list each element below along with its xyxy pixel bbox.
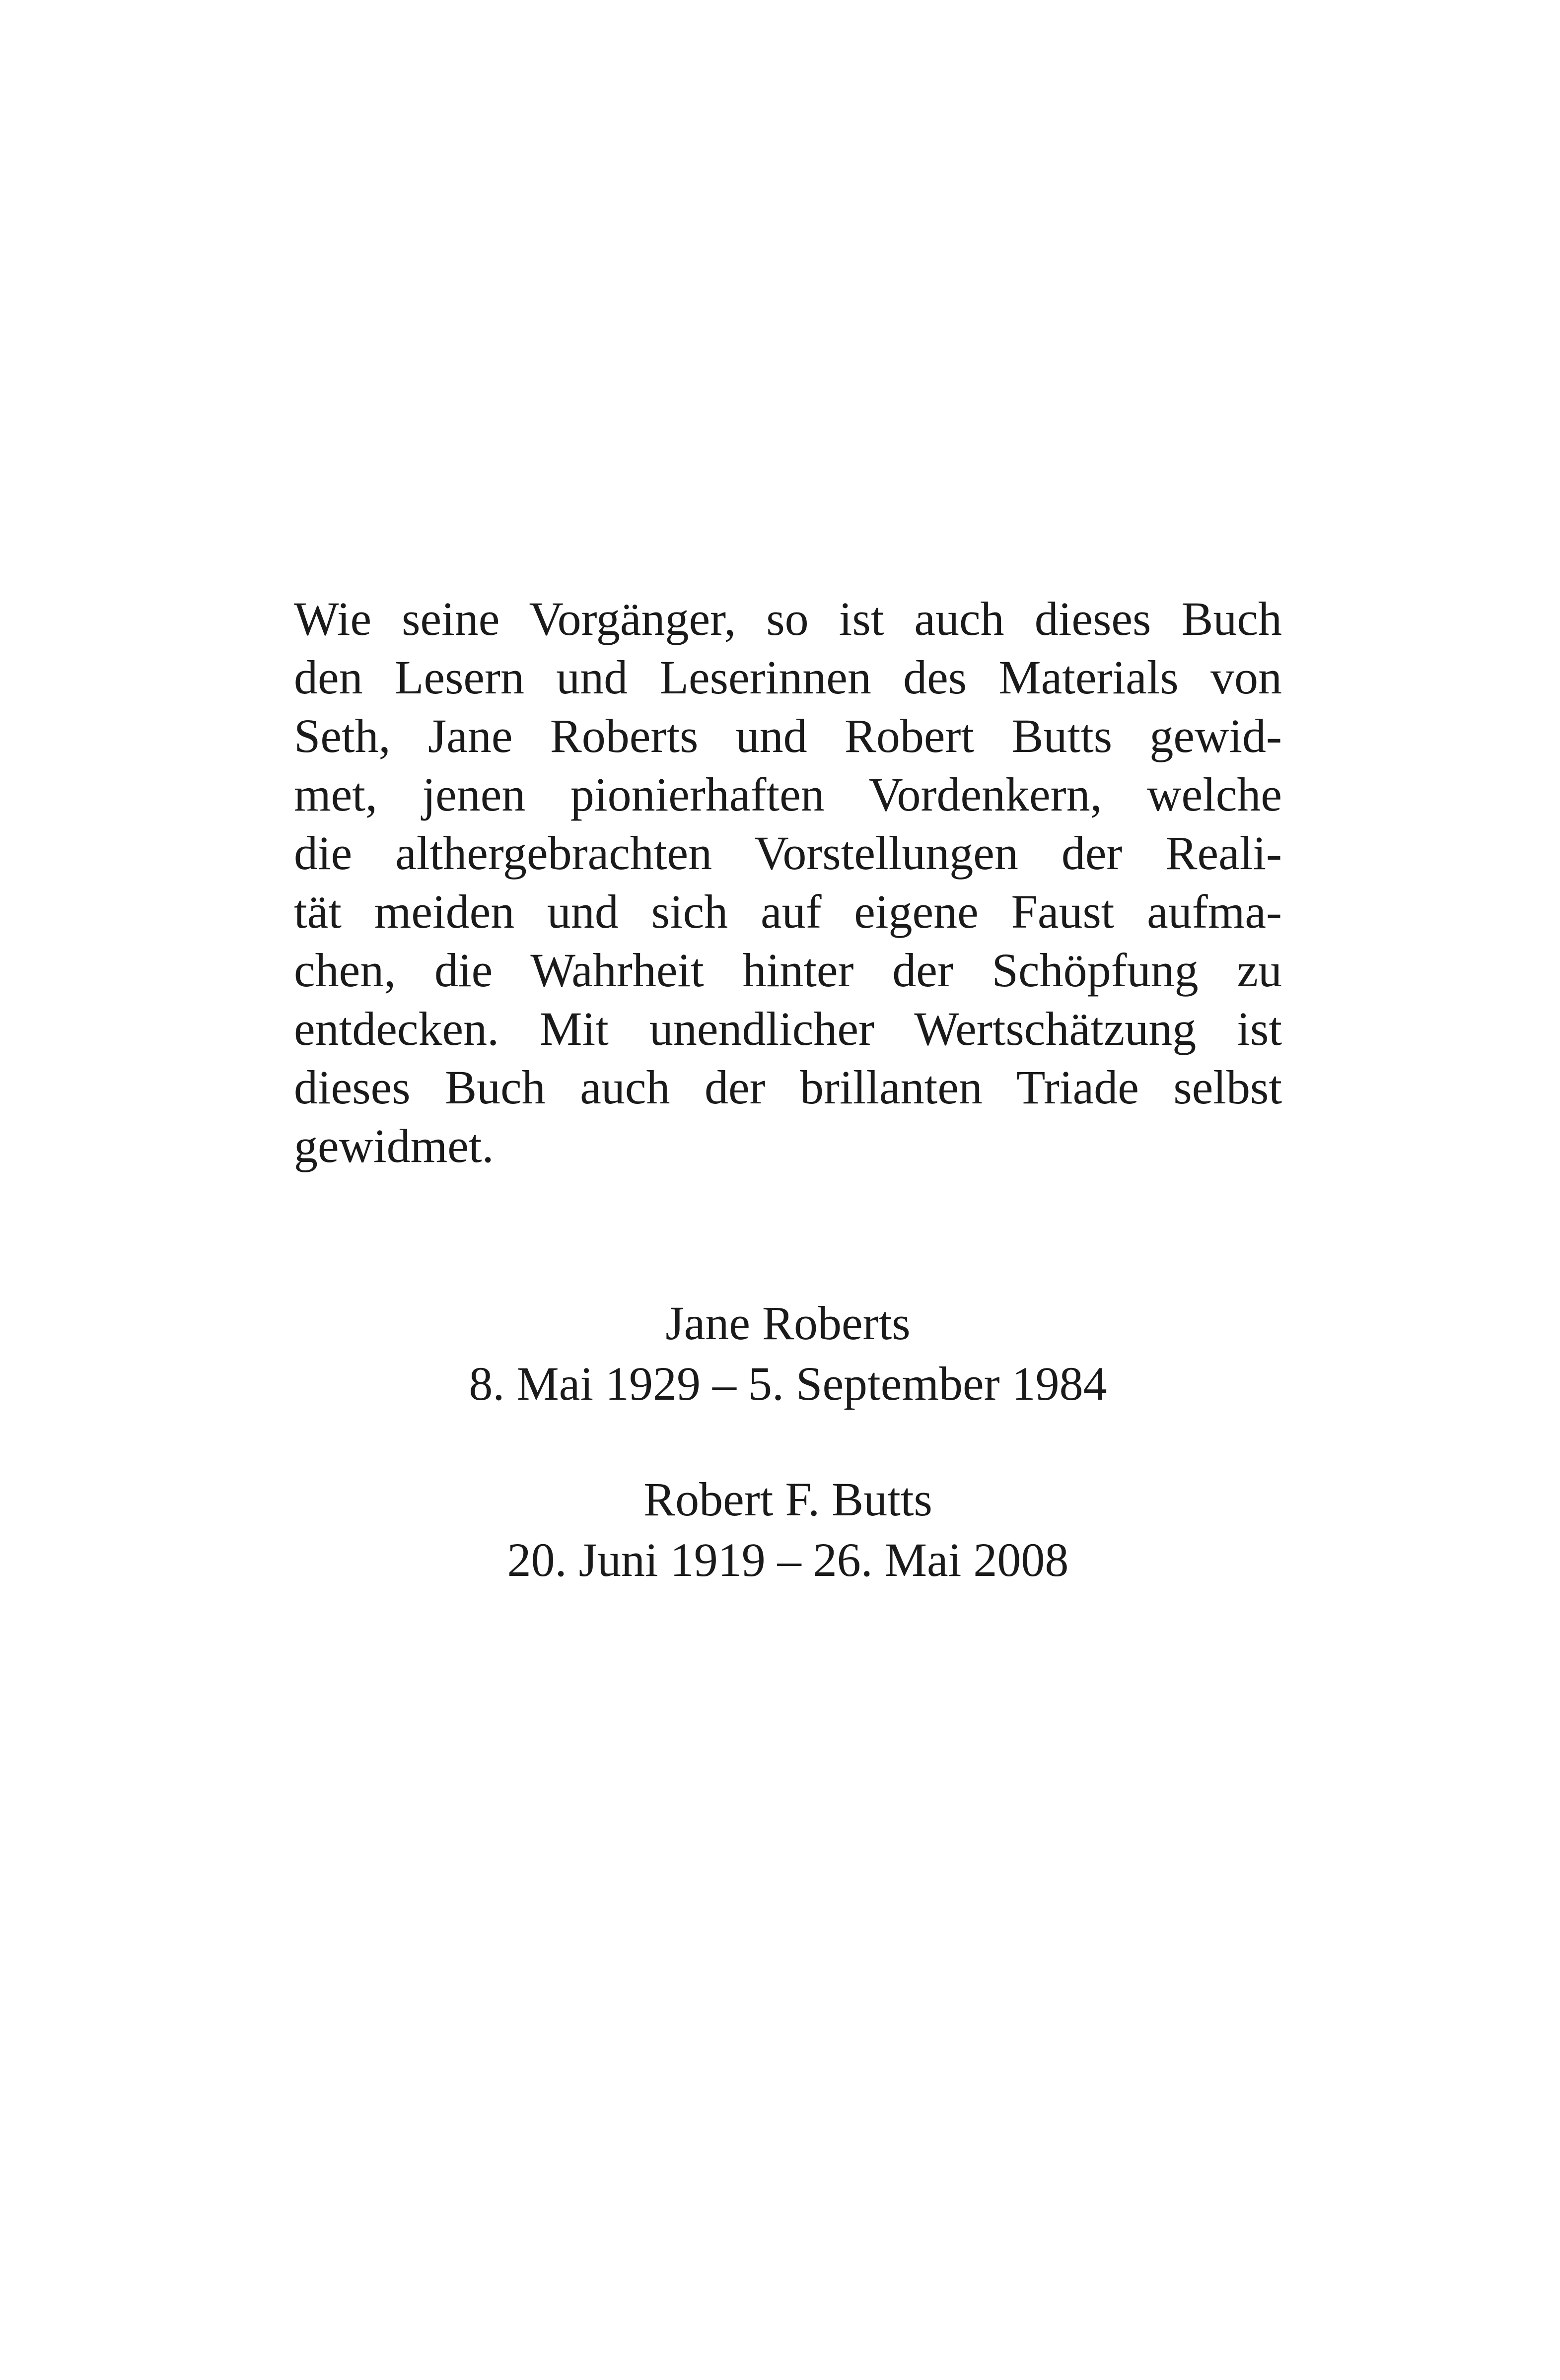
dedication-line: tät meiden und sich auf eigene Faust aufma- [294, 885, 1282, 938]
person-dates: 20. Juni 1919 – 26. Mai 2008 [507, 1533, 1069, 1586]
dedication-line: dieses Buch auch der brillanten Triade selbst [294, 1061, 1282, 1114]
dedication-line: chen, die Wahrheit hinter der Schöpfung zu [294, 944, 1282, 997]
dedication-line: den Lesern und Leserinnen des Materials von [294, 651, 1282, 704]
dedication-line: Wie seine Vorgänger, so ist auch dieses Buch [294, 592, 1282, 645]
person-dates: 8. Mai 1929 – 5. September 1984 [469, 1357, 1107, 1410]
dedication-line: entdecken. Mit unendlicher Wertschätzung ist [294, 1002, 1282, 1055]
person-name: Robert F. Butts [643, 1473, 932, 1526]
dedication-line: gewidmet. [294, 1119, 494, 1172]
person-name: Jane Roberts [665, 1296, 911, 1350]
dedication-paragraph [294, 590, 1282, 1175]
dedication-line: met, jenen pionierhaften Vordenkern, welche [294, 768, 1282, 821]
person-robert-butts [294, 1469, 1282, 1590]
dedication-line: die althergebrachten Vorstellungen der Reali- [294, 826, 1282, 880]
dedication-line: Seth, Jane Roberts und Robert Butts gewid- [294, 709, 1282, 762]
person-jane-roberts [294, 1293, 1282, 1414]
